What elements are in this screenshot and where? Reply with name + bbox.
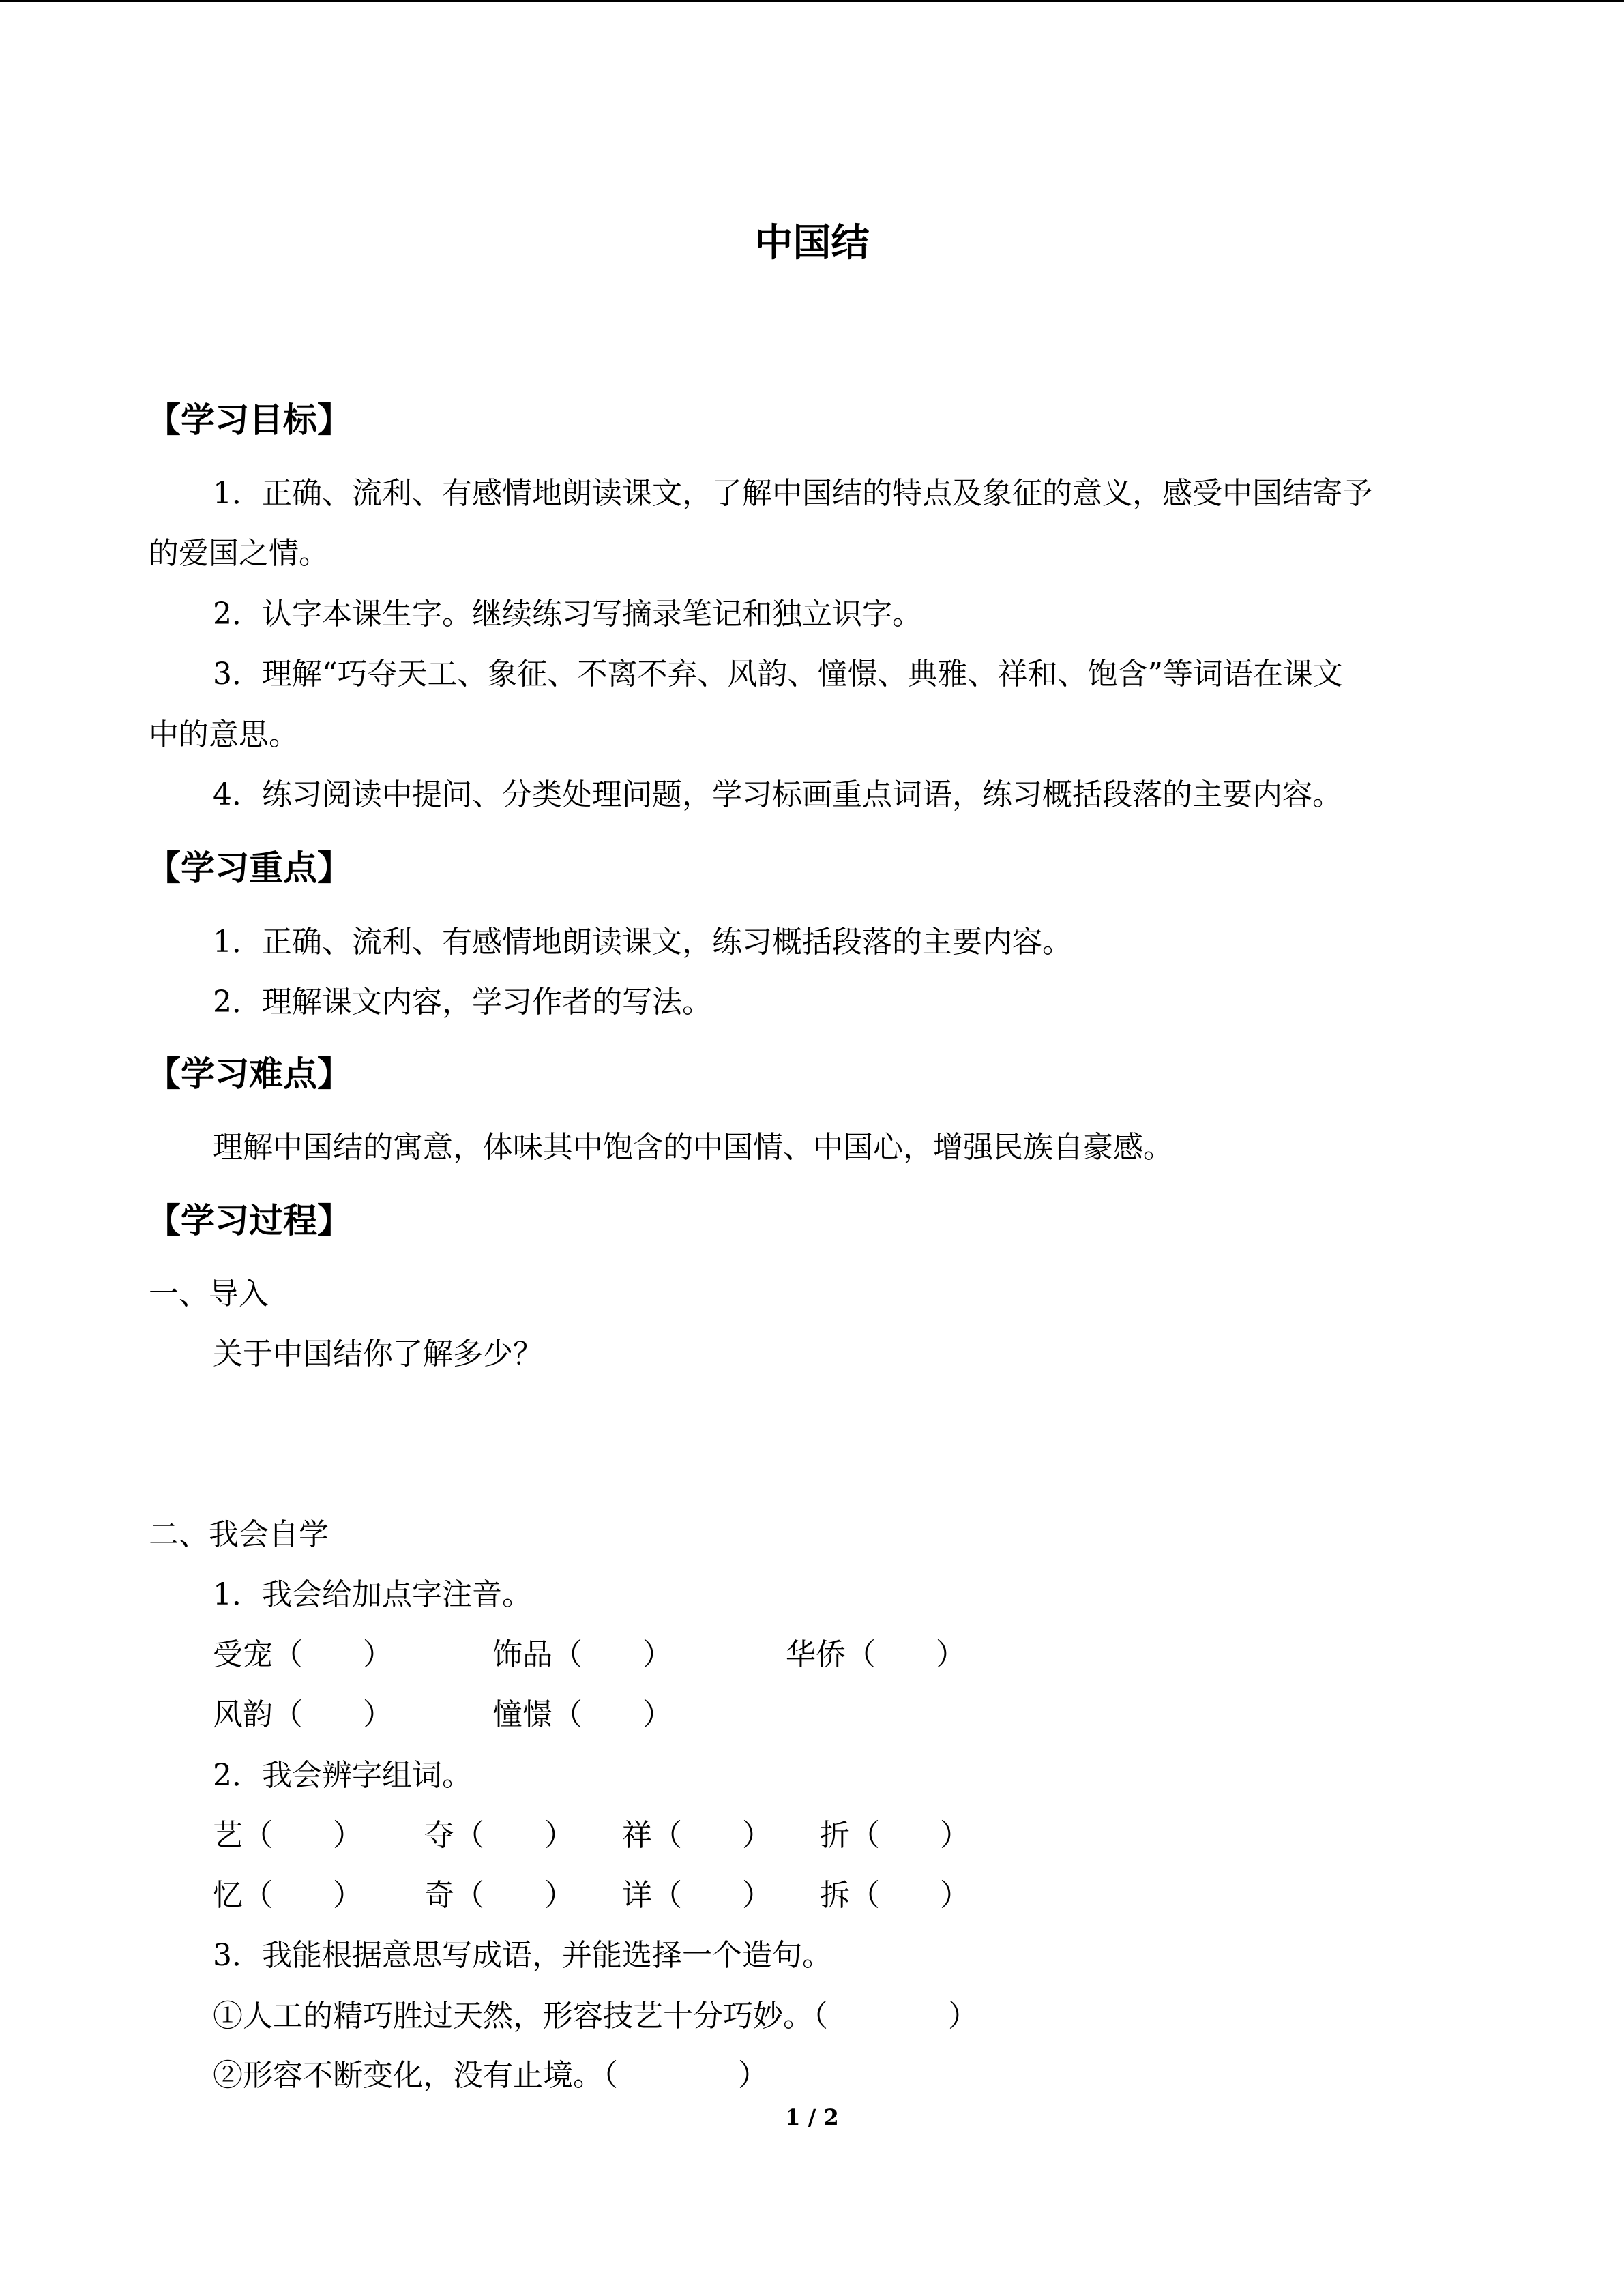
question-1: 1．我会给加点字注音。 xyxy=(213,1577,532,1612)
objective-2: 2．认字本课生字。继续练习写摘录笔记和独立识字。 xyxy=(213,597,922,631)
objective-1-line-2: 的爱国之情。 xyxy=(149,536,329,571)
pinyin-item: 受宠（ ） xyxy=(213,1637,393,1672)
objective-1-line-1: 1．正确、流利、有感情地朗读课文，了解中国结的特点及象征的意义，感受中国结寄予 xyxy=(213,476,1372,511)
question-3: 3．我能根据意思写成语，并能选择一个造句。 xyxy=(213,1938,832,1973)
word-item: 拆（ ） xyxy=(820,1878,970,1913)
word-item: 奇（ ） xyxy=(424,1878,574,1913)
heading-process: 【学习过程】 xyxy=(147,1201,351,1240)
key-point-2: 2．理解课文内容，学习作者的写法。 xyxy=(213,985,712,1019)
objective-3-line-1: 3．理解“巧夺天工、象征、不离不弃、风韵、憧憬、典雅、祥和、饱含”等词语在课文 xyxy=(213,657,1343,691)
part1-question: 关于中国结你了解多少？ xyxy=(213,1337,543,1371)
top-border xyxy=(0,0,1624,2)
objective-4: 4．练习阅读中提问、分类处理问题，学习标画重点词语，练习概括段落的主要内容。 xyxy=(213,777,1342,812)
heading-difficulties: 【学习难点】 xyxy=(147,1054,351,1094)
page-number: 1 / 2 xyxy=(785,2104,839,2130)
pinyin-item: 风韵（ ） xyxy=(213,1697,393,1732)
word-item: 夺（ ） xyxy=(424,1818,574,1853)
part1-title: 一、导入 xyxy=(149,1277,269,1311)
question-2: 2．我会辨字组词。 xyxy=(213,1758,472,1793)
pinyin-item: 华侨（ ） xyxy=(786,1637,966,1672)
part2-title: 二、我会自学 xyxy=(149,1517,329,1552)
heading-objectives: 【学习目标】 xyxy=(147,400,351,440)
word-item: 祥（ ） xyxy=(622,1818,772,1853)
page-title: 中国结 xyxy=(754,221,870,265)
pinyin-item: 憧憬（ ） xyxy=(492,1697,673,1732)
difficulty-text: 理解中国结的寓意，体味其中饱含的中国情、中国心，增强民族自豪感。 xyxy=(213,1130,1173,1165)
word-item: 艺（ ） xyxy=(213,1818,363,1853)
question-3-item-2: ②形容不断变化，没有止境。（ ） xyxy=(213,2058,768,2093)
word-item: 忆（ ） xyxy=(213,1878,363,1913)
pinyin-item: 饰品（ ） xyxy=(492,1637,673,1672)
word-item: 折（ ） xyxy=(820,1818,970,1853)
objective-3-line-2: 中的意思。 xyxy=(149,717,299,752)
word-item: 详（ ） xyxy=(622,1878,772,1913)
question-3-item-1: ①人工的精巧胜过天然，形容技艺十分巧妙。（ ） xyxy=(213,1999,978,2033)
heading-key-points: 【学习重点】 xyxy=(147,848,351,888)
key-point-1: 1．正确、流利、有感情地朗读课文，练习概括段落的主要内容。 xyxy=(213,925,1072,959)
